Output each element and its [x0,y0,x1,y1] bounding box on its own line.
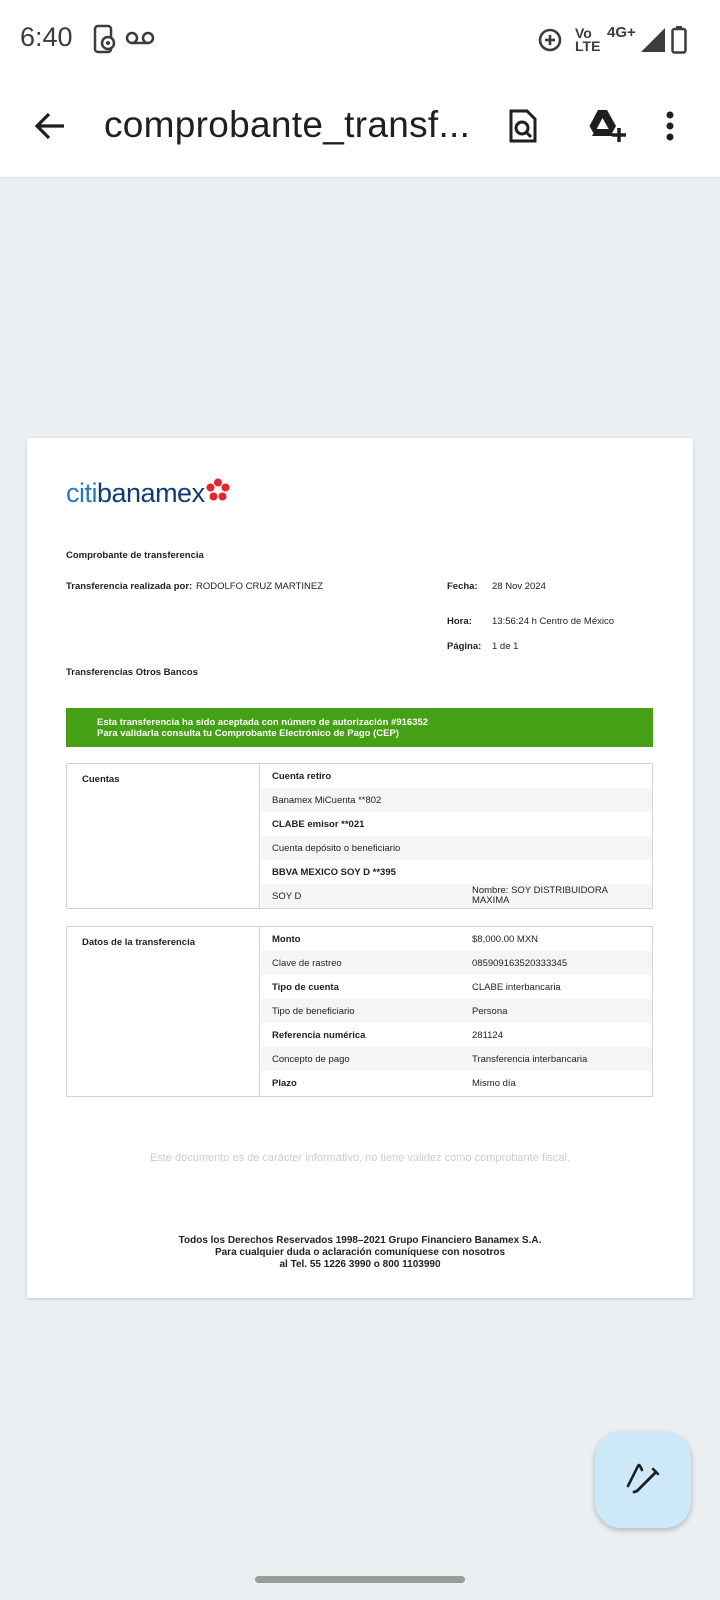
cell-value: Mismo día [472,1078,516,1089]
cell-label: Banamex MiCuenta **802 [272,795,382,806]
data-saver-icon [537,27,563,58]
footer-line-1: Todos los Derechos Reservados 1998–2021 Grupo Financiero Banamex S.A. [178,1235,542,1246]
annotate-pen-icon [625,1460,661,1501]
citibanamex-logo [66,478,230,509]
footer-line-2: Para cualquier duda o aclaración comuníquese con nosotros [214,1247,506,1258]
footer-line-3: al Tel. 55 1226 3990 o 800 1103990 [279,1259,441,1270]
cell-label: CLABE emisor **021 [272,819,365,830]
document-title: comprobante_transf... [104,104,471,145]
table-row [261,860,652,884]
cell-label: Tipo de cuenta [272,982,339,993]
battery-icon [671,26,687,59]
more-options-button[interactable] [655,102,685,154]
pdf-page[interactable] [27,438,693,1298]
table-row [261,951,652,975]
cell-value: CLABE interbancaria [472,982,561,993]
cell-label: BBVA MEXICO SOY D **395 [272,867,396,878]
table-divider [259,927,260,1096]
cell-label: Referencia numérica [272,1030,366,1041]
banner-line-1: Esta transferencia ha sido aceptada con número de autorización #916352 [97,717,429,728]
status-bar [0,0,720,80]
legal-footer [27,1235,693,1271]
cell-label: Concepto de pago [272,1054,350,1065]
cell-label: SOY D [272,891,302,902]
beneficiary-name-line-2: MAXIMA [472,895,510,906]
back-arrow-icon [34,111,66,146]
banner-line-2: Para validarla consulta tu Comprobante Electrónico de Pago (CEP) [97,728,399,739]
datos-transferencia-table [66,926,653,1097]
logo-banamex-text: banamex [97,478,205,508]
cell-label: Plazo [272,1078,297,1089]
cell-value: 085909163520333345 [472,958,568,969]
fecha-label: Fecha: [447,581,478,592]
pagina-label: Página: [447,641,482,652]
cell-value: Persona [472,1006,508,1017]
beneficiary-name-line-1: Nombre: SOY DISTRIBUIDORA [472,885,609,896]
section-title: Transferencias Otros Bancos [66,667,198,678]
realized-by-label: Transferencia realizada por: [66,581,193,592]
cell-value: $8,000.00 MXN [472,934,539,945]
pagina-value: 1 de 1 [492,641,519,652]
drive-add-icon [585,108,627,149]
disclaimer-text: Este documento es de carácter informativo, no tiene validez como comprobante fiscal. [149,1152,571,1164]
cell-label: Clave de rastreo [272,958,342,969]
search-document-button[interactable] [497,102,549,154]
home-indicator[interactable] [255,1576,465,1583]
back-button[interactable] [24,102,76,154]
hora-label: Hora: [447,616,472,627]
logo-citi-text: citi [66,478,97,508]
datos-label: Datos de la transferencia [82,937,195,948]
banamex-flower-icon [205,478,230,509]
table-row [261,812,652,836]
table-divider [259,764,260,908]
table-row [261,975,652,999]
screen-record-icon [93,24,117,59]
status-time: 6:40 [20,22,73,52]
table-row [261,999,652,1023]
annotate-fab[interactable] [595,1432,691,1528]
fecha-value: 28 Nov 2024 [492,581,546,592]
app-bar [0,80,720,178]
network-type-label: 4G+ [607,24,636,41]
table-row [261,1071,652,1095]
table-row [261,927,652,951]
table-row [261,1047,652,1071]
realized-by-value: RODOLFO CRUZ MARTINEZ [196,581,324,592]
lte-label: LTE [575,38,601,54]
volte-label: Vo [575,25,592,41]
cell-label: Cuenta retiro [272,771,332,782]
table-row [261,764,652,788]
cuentas-table [66,763,653,909]
table-row [261,836,652,860]
authorization-banner [66,708,653,747]
voicemail-icon [125,30,155,51]
document-type: Comprobante de transferencia [66,550,204,561]
hora-value: 13:56:24 h Centro de México [492,616,614,627]
document-search-icon [507,108,539,149]
cell-label: Cuenta depósito o beneficiario [272,843,401,854]
more-vert-icon [666,111,674,146]
cell-label: Monto [272,934,301,945]
cell-value: 281124 [472,1030,503,1041]
table-row [261,1023,652,1047]
table-row [261,788,652,812]
table-row [261,884,652,908]
cell-label: Tipo de beneficiario [272,1006,355,1017]
signal-icon [641,28,665,57]
cuentas-label: Cuentas [82,774,120,785]
add-to-drive-button[interactable] [580,102,632,154]
cell-value [472,886,608,906]
cell-value: Transferencia interbancaria [472,1054,588,1065]
